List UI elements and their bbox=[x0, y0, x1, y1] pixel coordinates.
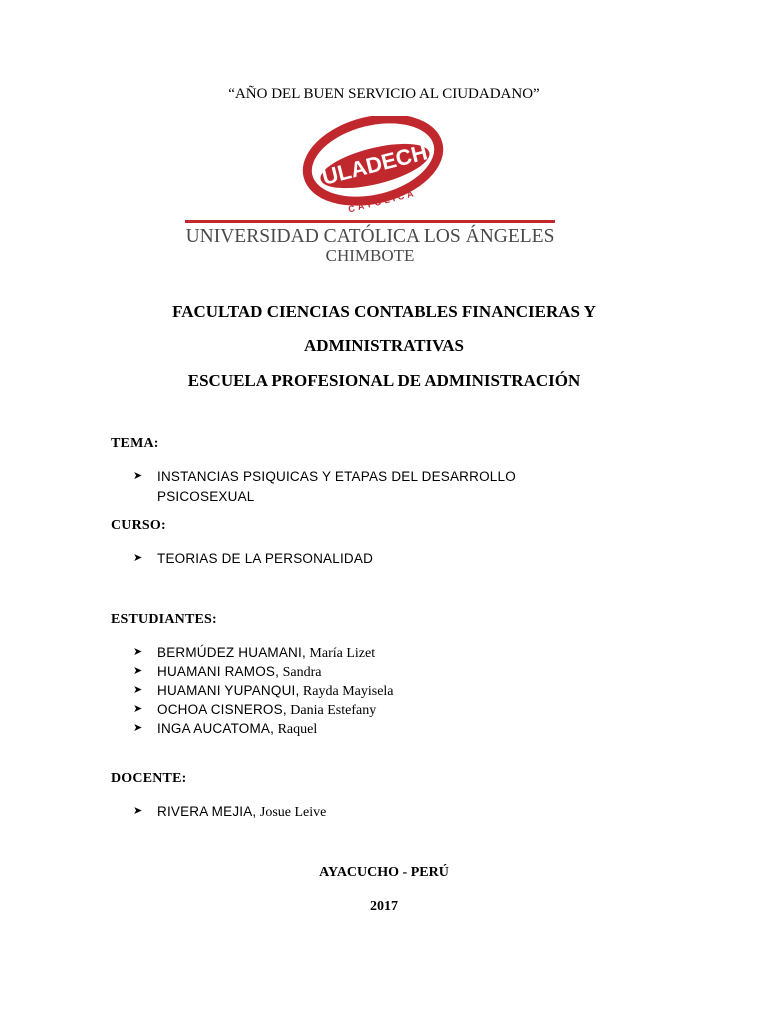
footer-place: AYACUCHO - PERÚ bbox=[319, 865, 449, 880]
student-given-name: Raquel bbox=[277, 722, 318, 737]
student-surname: HUAMANI RAMOS, bbox=[157, 664, 280, 679]
student-given-name: Dania Estefany bbox=[290, 703, 377, 718]
docente-item bbox=[133, 802, 653, 821]
logo-city-name: CHIMBOTE bbox=[325, 246, 415, 265]
footer-year: 2017 bbox=[370, 899, 398, 914]
docente-label: DOCENTE: bbox=[111, 771, 187, 786]
student-surname: INGA AUCATOMA, bbox=[157, 721, 275, 736]
estudiantes-label: ESTUDIANTES: bbox=[111, 612, 217, 627]
docente-surname: RIVERA MEJIA, bbox=[157, 804, 257, 819]
student-surname: HUAMANI YUPANQUI, bbox=[157, 683, 300, 698]
logo-university-name: UNIVERSIDAD CATÓLICA LOS ÁNGELES bbox=[185, 226, 555, 247]
docente-given-name: Josue Leive bbox=[259, 805, 327, 820]
list-item bbox=[133, 662, 653, 681]
arrowhead-bullet-icon: ➤ bbox=[133, 722, 143, 734]
logo-sub-text: CATÓLICA bbox=[347, 187, 418, 215]
curso-text: TEORIAS DE LA PERSONALIDAD bbox=[157, 551, 374, 566]
arrowhead-bullet-icon: ➤ bbox=[133, 646, 143, 658]
faculty-title-line2: ADMINISTRATIVAS bbox=[304, 336, 464, 355]
student-given-name: Sandra bbox=[282, 665, 322, 680]
arrowhead-bullet-icon: ➤ bbox=[133, 684, 143, 696]
uladech-logo bbox=[183, 116, 557, 266]
tema-text-line1: INSTANCIAS PSIQUICAS Y ETAPAS DEL DESARROLLO bbox=[157, 469, 516, 484]
student-given-name: María Lizet bbox=[309, 646, 376, 661]
logo-rule bbox=[185, 220, 555, 223]
motto-heading: “AÑO DEL BUEN SERVICIO AL CIUDADANO” bbox=[228, 86, 540, 102]
student-surname: BERMÚDEZ HUAMANI, bbox=[157, 645, 306, 660]
tema-item bbox=[133, 467, 653, 507]
list-item bbox=[133, 700, 653, 719]
school-title: ESCUELA PROFESIONAL DE ADMINISTRACIÓN bbox=[187, 371, 581, 390]
student-surname: OCHOA CISNEROS, bbox=[157, 702, 287, 717]
list-item bbox=[133, 719, 653, 738]
faculty-title-line1: FACULTAD CIENCIAS CONTABLES FINANCIERAS Y bbox=[172, 302, 596, 321]
logo-brand-text: ULADECH bbox=[319, 139, 430, 190]
list-item bbox=[133, 643, 653, 662]
arrowhead-bullet-icon: ➤ bbox=[133, 665, 143, 677]
student-given-name: Rayda Mayisela bbox=[302, 684, 394, 699]
arrowhead-bullet-icon: ➤ bbox=[133, 703, 143, 715]
tema-text-line2: PSICOSEXUAL bbox=[157, 489, 255, 504]
arrowhead-bullet-icon: ➤ bbox=[133, 805, 143, 817]
arrowhead-bullet-icon: ➤ bbox=[133, 552, 143, 564]
tema-label: TEMA: bbox=[111, 436, 159, 451]
arrowhead-bullet-icon: ➤ bbox=[133, 470, 143, 482]
curso-item bbox=[133, 549, 653, 569]
list-item bbox=[133, 681, 653, 700]
curso-label: CURSO: bbox=[111, 518, 166, 533]
